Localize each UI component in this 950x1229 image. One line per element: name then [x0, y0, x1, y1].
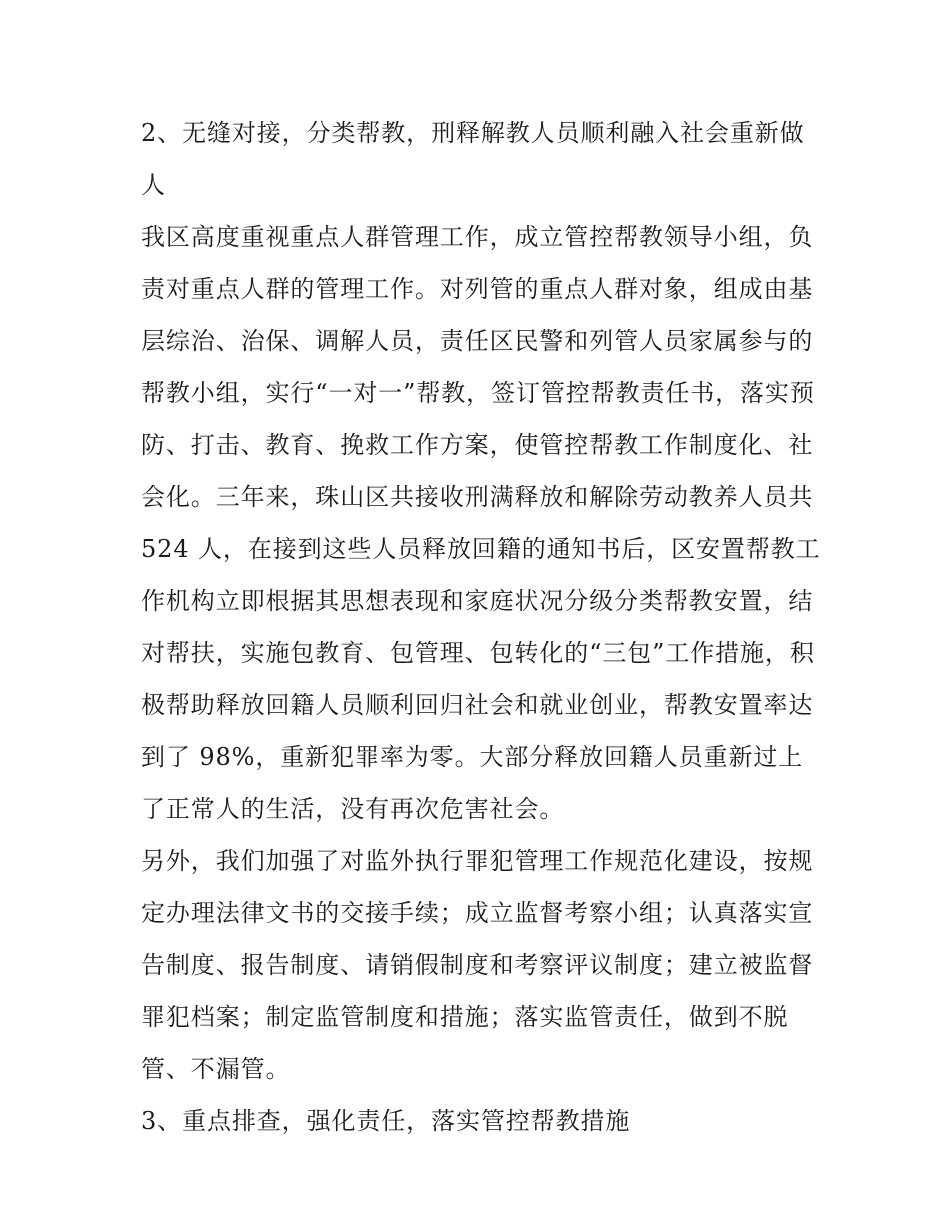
heading-line: 人: [141, 171, 166, 199]
paragraph-line: 524 人，在接到这些人员释放回籍的通知书后，区安置帮教工: [141, 535, 821, 563]
section-2-heading: [141, 107, 821, 211]
paragraph-line: 层综治、治保、调解人员，责任区民警和列管人员家属参与的: [141, 327, 814, 355]
paragraph-line: 定办理法律文书的交接手续；成立监督考察小组；认真落实宣: [141, 899, 814, 927]
paragraph-line: 管、不漏管。: [141, 1055, 291, 1083]
heading-line: 3、重点排查，强化责任，落实管控帮教措施: [141, 1107, 631, 1135]
heading-line: 2、无缝对接，分类帮教，刑释解教人员顺利融入社会重新做: [141, 119, 805, 147]
document-page: [141, 107, 821, 1147]
paragraph-line: 告制度、报告制度、请销假制度和考察评议制度；建立被监督: [141, 951, 814, 979]
paragraph-1: [141, 211, 821, 835]
paragraph-line: 到了 98%，重新犯罪率为零。大部分释放回籍人员重新过上: [141, 743, 804, 771]
paragraph-line: 罪犯档案；制定监管制度和措施；落实监管责任，做到不脱: [141, 1003, 789, 1031]
paragraph-line: 对帮扶，实施包教育、包管理、包转化的“三包”工作措施，积: [141, 639, 815, 667]
paragraph-line: 了正常人的生活，没有再次危害社会。: [141, 795, 565, 823]
paragraph-line: 另外，我们加强了对监外执行罪犯管理工作规范化建设，按规: [141, 847, 814, 875]
paragraph-line: 责对重点人群的管理工作。对列管的重点人群对象，组成由基: [141, 275, 814, 303]
paragraph-2: [141, 835, 821, 1095]
paragraph-line: 防、打击、教育、挽救工作方案，使管控帮教工作制度化、社: [141, 431, 814, 459]
paragraph-line: 会化。三年来，珠山区共接收刑满释放和解除劳动教养人员共: [141, 483, 814, 511]
paragraph-line: 我区高度重视重点人群管理工作，成立管控帮教领导小组，负: [141, 223, 814, 251]
section-3-heading: [141, 1095, 821, 1147]
paragraph-line: 作机构立即根据其思想表现和家庭状况分级分类帮教安置，结: [141, 587, 814, 615]
paragraph-line: 帮教小组，实行“一对一”帮教，签订管控帮教责任书，落实预: [141, 379, 815, 407]
paragraph-line: 极帮助释放回籍人员顺利回归社会和就业创业，帮教安置率达: [141, 691, 814, 719]
